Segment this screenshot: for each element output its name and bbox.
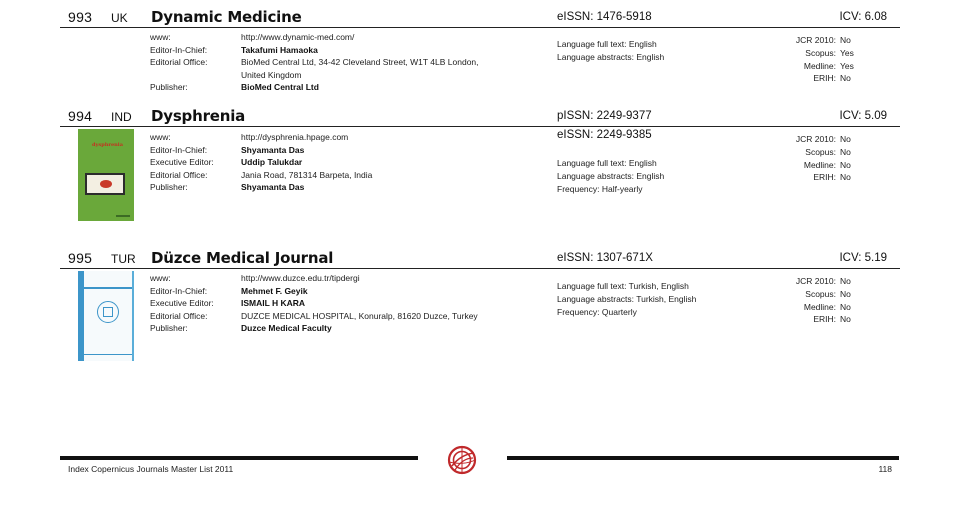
- detail-row-www: [150, 272, 511, 285]
- journal-entry-993: [60, 8, 900, 92]
- detail-row-editor-in-chief: [150, 144, 501, 157]
- flag-value: No: [840, 159, 851, 170]
- flag-erih: [796, 171, 866, 184]
- flag-value: No: [840, 146, 851, 157]
- detail-row-editorial-office-cont: [150, 69, 501, 82]
- index-flags: [796, 133, 866, 184]
- flag-scopus: [796, 146, 866, 159]
- detail-row-www: [150, 31, 501, 44]
- detail-row-editorial-office: [150, 56, 501, 69]
- entry-country: IND: [111, 110, 132, 124]
- detail-label: Publisher:: [150, 82, 188, 92]
- cover-picture-figure: [100, 180, 112, 188]
- flag-label: JCR 2010:: [795, 35, 836, 45]
- detail-row-editorial-office: [150, 169, 501, 182]
- detail-value: Mehmet F. Geyik: [241, 285, 308, 296]
- website-link[interactable]: http://www.duzce.edu.tr/tipdergi: [241, 273, 360, 283]
- flag-label: ERIH:: [813, 73, 836, 84]
- detail-value: Uddip Talukdar: [241, 157, 303, 167]
- journal-eissn: eISSN: 2249-9385: [557, 129, 652, 141]
- journal-details: [150, 31, 501, 94]
- flag-jcr: [796, 133, 866, 146]
- language-info: [557, 280, 696, 318]
- cover-footer-line: [84, 354, 132, 355]
- journal-title: Dysphrenia: [151, 107, 246, 125]
- cover-header-text: [84, 275, 132, 285]
- entry-number: 995: [68, 250, 93, 266]
- language-info: [557, 38, 664, 64]
- detail-label: Publisher:: [150, 182, 188, 192]
- flag-erih: [796, 72, 866, 85]
- flag-label: ERIH:: [813, 314, 836, 325]
- journal-entry-994: [60, 107, 900, 194]
- flag-value: Yes: [840, 60, 854, 71]
- detail-row-executive-editor: [150, 297, 511, 310]
- detail-label: Editorial Office:: [150, 310, 208, 321]
- flag-label: JCR 2010:: [795, 276, 836, 286]
- flag-label: Scopus:: [805, 146, 836, 157]
- detail-value: DUZCE MEDICAL HOSPITAL, Konuralp, 81620 Duzce, Turkey: [241, 310, 478, 321]
- index-flags: [796, 34, 866, 85]
- language-abstracts: Language abstracts: English: [557, 170, 665, 181]
- flag-label: Medline:: [803, 301, 836, 312]
- detail-label: Editorial Office:: [150, 57, 208, 67]
- detail-value: Shyamanta Das: [241, 144, 305, 155]
- entry-header: [60, 8, 900, 28]
- detail-label: [150, 69, 241, 82]
- detail-label: www:: [150, 132, 171, 142]
- journal-cover-image: [78, 129, 134, 221]
- entry-country: TUR: [111, 252, 136, 266]
- cover-band: [84, 287, 132, 289]
- flag-label: Scopus:: [805, 288, 836, 299]
- flag-value: No: [840, 314, 851, 325]
- website-link[interactable]: http://www.dynamic-med.com/: [241, 32, 355, 42]
- flag-value: No: [840, 35, 851, 45]
- detail-row-publisher: [150, 322, 511, 335]
- language-full-text: Language full text: English: [557, 39, 657, 49]
- flag-value: No: [840, 301, 851, 312]
- journal-title: Dynamic Medicine: [151, 8, 302, 26]
- flag-value: No: [840, 288, 851, 299]
- language-abstracts: Language abstracts: English: [557, 51, 665, 62]
- cover-title: dysphrenia: [92, 142, 123, 148]
- detail-value: ISMAIL H KARA: [241, 298, 306, 308]
- index-flags: [796, 275, 866, 326]
- copernicus-globe-logo-icon: [446, 444, 478, 476]
- flag-label: Medline:: [803, 60, 836, 71]
- detail-label: Editorial Office:: [150, 169, 208, 180]
- publication-frequency: Frequency: Quarterly: [557, 306, 637, 317]
- journal-issn: eISSN: 1307-671X: [557, 252, 653, 264]
- journal-icv: ICV: 5.09: [839, 110, 887, 122]
- detail-row-publisher: [150, 181, 501, 194]
- cover-emblem-inner: [103, 307, 113, 317]
- flag-label: JCR 2010:: [795, 134, 836, 144]
- journal-icv: ICV: 5.19: [839, 252, 887, 264]
- entry-country: UK: [111, 11, 128, 25]
- publication-frequency: Frequency: Half-yearly: [557, 183, 643, 194]
- flag-value: No: [840, 276, 851, 286]
- detail-row-editor-in-chief: [150, 44, 501, 57]
- detail-value: BioMed Central Ltd: [241, 82, 319, 92]
- flag-label: ERIH:: [813, 172, 836, 183]
- footer-publication-title: Index Copernicus Journals Master List 2011: [68, 464, 234, 474]
- journal-details: [150, 272, 511, 335]
- flag-scopus: [796, 47, 866, 60]
- language-full-text: Language full text: Turkish, English: [557, 281, 689, 291]
- journal-title: Düzce Medical Journal: [151, 249, 334, 267]
- journal-details: [150, 131, 501, 194]
- language-full-text: Language full text: English: [557, 158, 657, 168]
- page-number: 118: [878, 464, 892, 474]
- detail-value: BioMed Central Ltd, 34-42 Cleveland Street, W1T 4LB London,: [241, 57, 479, 67]
- detail-value: Takafumi Hamaoka: [241, 44, 318, 55]
- entry-header: [60, 107, 900, 127]
- detail-row-executive-editor: [150, 156, 501, 169]
- detail-label: www:: [150, 32, 171, 42]
- detail-value: Jania Road, 781314 Barpeta, India: [241, 169, 373, 180]
- detail-label: Executive Editor:: [150, 298, 214, 308]
- flag-label: Medline:: [803, 159, 836, 170]
- cover-footer-mark: [116, 215, 130, 217]
- detail-label: Publisher:: [150, 323, 188, 333]
- detail-row-editorial-office: [150, 310, 511, 323]
- flag-value: No: [840, 172, 851, 183]
- detail-value: Shyamanta Das: [241, 182, 305, 192]
- flag-medline: [796, 159, 866, 172]
- detail-label: Editor-In-Chief:: [150, 144, 208, 155]
- flag-jcr: [796, 275, 866, 288]
- journal-entry-995: [60, 249, 900, 333]
- flag-value: No: [840, 73, 851, 84]
- detail-row-www: [150, 131, 501, 144]
- detail-value: United Kingdom: [241, 69, 302, 80]
- flag-label: Scopus:: [805, 47, 836, 58]
- flag-medline: [796, 60, 866, 73]
- flag-value: Yes: [840, 47, 854, 58]
- website-link[interactable]: http://dysphrenia.hpage.com: [241, 132, 349, 142]
- journal-issn: eISSN: 1476-5918: [557, 11, 652, 23]
- journal-icv: ICV: 6.08: [839, 11, 887, 23]
- language-info: [557, 157, 664, 195]
- entry-header: [60, 249, 900, 269]
- language-abstracts: Language abstracts: Turkish, English: [557, 293, 697, 304]
- flag-medline: [796, 301, 866, 314]
- entry-number: 993: [68, 9, 93, 25]
- footer-rule-left: [60, 456, 418, 460]
- detail-label: Editor-In-Chief:: [150, 44, 208, 55]
- flag-erih: [796, 313, 866, 326]
- detail-value: Duzce Medical Faculty: [241, 323, 332, 333]
- detail-row-publisher: [150, 81, 501, 94]
- journal-cover-image: [78, 271, 134, 361]
- journal-issn: pISSN: 2249-9377: [557, 110, 652, 122]
- detail-label: Editor-In-Chief:: [150, 285, 208, 296]
- entry-number: 994: [68, 108, 93, 124]
- flag-scopus: [796, 288, 866, 301]
- footer-rule-right: [507, 456, 899, 460]
- flag-value: No: [840, 134, 851, 144]
- detail-label: Executive Editor:: [150, 157, 214, 167]
- detail-row-editor-in-chief: [150, 285, 511, 298]
- detail-label: www:: [150, 273, 171, 283]
- flag-jcr: [796, 34, 866, 47]
